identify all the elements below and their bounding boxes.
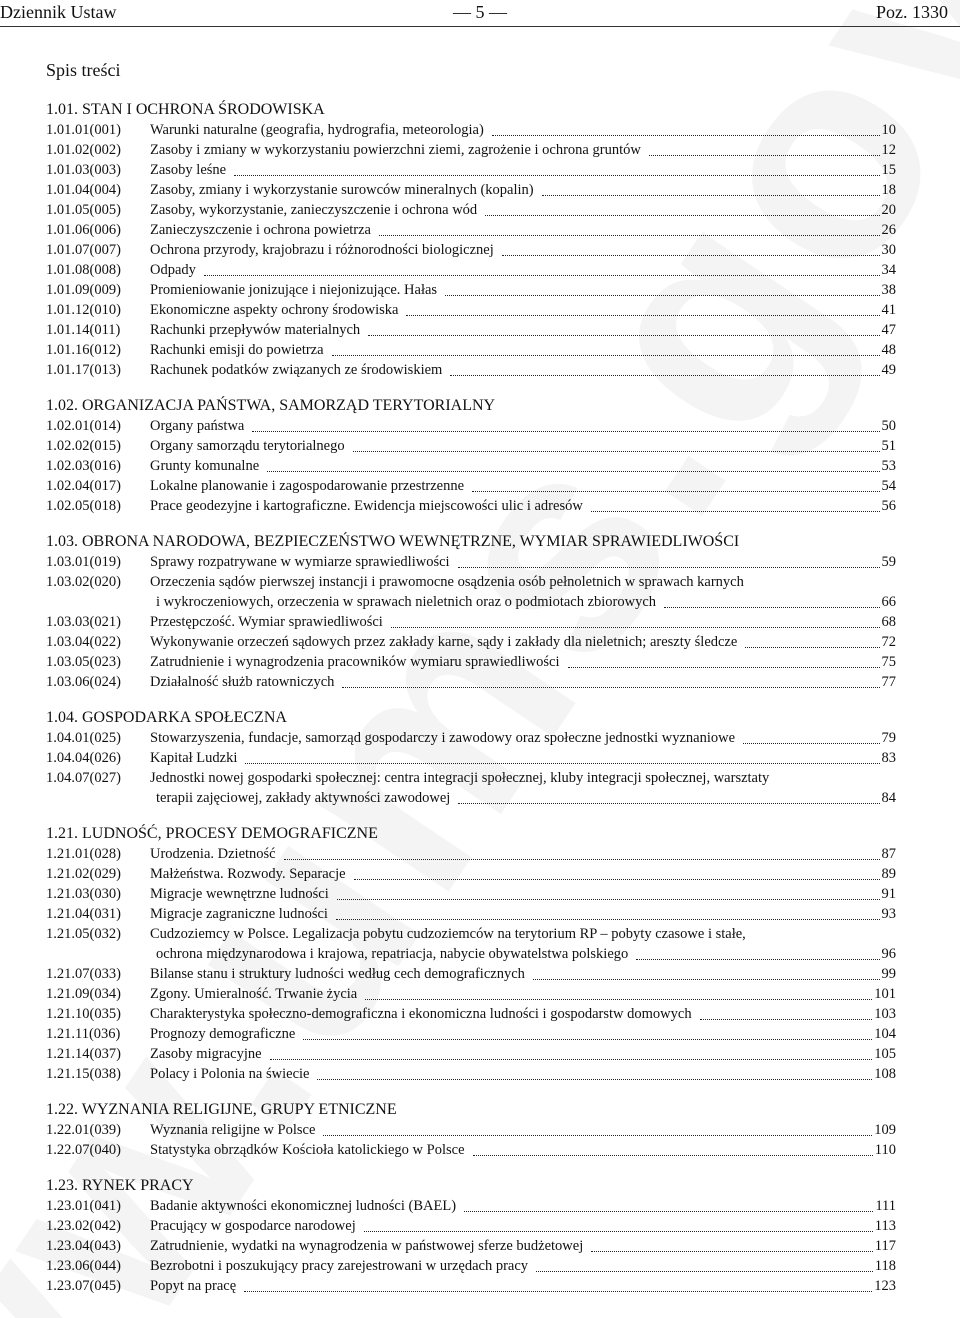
entry-page: 20 <box>881 202 896 218</box>
dot-leader <box>234 160 879 176</box>
entry-code: 1.04.01(025) <box>46 730 121 746</box>
entry-title: Cudzoziemcy w Polsce. Legalizacja pobytu cudzoziemców na terytorium RP – pobyty czasowe i stałe, <box>150 926 746 942</box>
dot-leader <box>502 240 880 256</box>
toc-entry[interactable] <box>46 572 896 612</box>
dot-leader <box>252 416 879 432</box>
entry-code: 1.02.04(017) <box>46 478 121 494</box>
entry-title: Polacy i Polonia na świecie <box>150 1066 310 1082</box>
entry-page: 53 <box>881 458 896 474</box>
entry-code: 1.22.01(039) <box>46 1122 121 1138</box>
dot-leader <box>591 496 880 512</box>
entry-page: 91 <box>881 886 896 902</box>
entry-page: 111 <box>875 1198 896 1214</box>
entry-title: Odpady <box>150 262 196 278</box>
toc-entry[interactable] <box>46 220 896 240</box>
entry-page: 113 <box>874 1218 896 1234</box>
entry-code: 1.01.12(010) <box>46 302 121 318</box>
toc-section <box>46 396 896 516</box>
toc-entry[interactable] <box>46 552 896 572</box>
toc-entry[interactable] <box>46 612 896 632</box>
entry-title: Rachunki emisji do powietrza <box>150 342 324 358</box>
entry-page: 101 <box>874 986 896 1002</box>
entry-code: 1.23.04(043) <box>46 1238 121 1254</box>
entry-page: 117 <box>874 1238 896 1254</box>
entry-code: 1.01.16(012) <box>46 342 121 358</box>
toc-entry[interactable] <box>46 652 896 672</box>
entry-page: 123 <box>874 1278 896 1294</box>
toc-section <box>46 1100 896 1160</box>
dot-leader <box>568 652 880 668</box>
dot-leader <box>542 180 880 196</box>
dot-leader <box>472 476 879 492</box>
entry-page: 93 <box>881 906 896 922</box>
entry-title: Zasoby migracyjne <box>150 1046 262 1062</box>
entry-page: 118 <box>874 1258 896 1274</box>
journal-name: Dziennik Ustaw <box>0 2 117 22</box>
entry-code: 1.03.04(022) <box>46 634 121 650</box>
section-title: 1.22. WYZNANIA RELIGIJNE, GRUPY ETNICZNE <box>46 1101 397 1118</box>
entry-code: 1.22.07(040) <box>46 1142 121 1158</box>
entry-title: Zasoby, zmiany i wykorzystanie surowców mineralnych (kopalin) <box>150 182 534 198</box>
entry-title: Działalność służb ratowniczych <box>150 674 335 690</box>
dot-leader <box>391 612 880 628</box>
toc-entry[interactable] <box>46 1044 896 1064</box>
dot-leader <box>745 632 879 648</box>
dot-leader <box>336 904 880 920</box>
dot-leader <box>591 1236 873 1252</box>
toc-entry[interactable] <box>46 260 896 280</box>
entry-title: Migracje wewnętrzne ludności <box>150 886 329 902</box>
entry-page: 72 <box>881 634 896 650</box>
entry-page: 59 <box>881 554 896 570</box>
entry-page: 38 <box>881 282 896 298</box>
entry-code: 1.23.02(042) <box>46 1218 121 1234</box>
entry-code: 1.02.02(015) <box>46 438 121 454</box>
dot-leader <box>364 1216 873 1232</box>
dot-leader <box>379 220 880 236</box>
dot-leader <box>270 1044 873 1060</box>
entry-title: Zanieczyszczenie i ochrona powietrza <box>150 222 371 238</box>
entry-title: Zasoby leśne <box>150 162 227 178</box>
entry-code: 1.01.05(005) <box>46 202 121 218</box>
entry-title: Popyt na pracę <box>150 1278 237 1294</box>
toc-entry[interactable] <box>46 728 896 748</box>
entry-page: 68 <box>881 614 896 630</box>
entry-title: Orzeczenia sądów pierwszej instancji i prawomocne osądzenia osób pełnoletnich w sprawach karnych <box>150 574 744 590</box>
dot-leader <box>406 300 879 316</box>
dot-leader <box>458 788 879 804</box>
entry-code: 1.03.01(019) <box>46 554 121 570</box>
entry-title: Organy państwa <box>150 418 245 434</box>
entry-title: Statystyka obrządków Kościoła katolickiego w Polsce <box>150 1142 465 1158</box>
entry-code: 1.23.07(045) <box>46 1278 121 1294</box>
entry-page: 103 <box>874 1006 896 1022</box>
entry-code: 1.01.07(007) <box>46 242 121 258</box>
toc-entry[interactable] <box>46 496 896 516</box>
toc-section <box>46 708 896 808</box>
toc-entry[interactable] <box>46 1120 896 1140</box>
entry-code: 1.04.07(027) <box>46 770 121 786</box>
entry-page: 109 <box>874 1122 896 1138</box>
entry-page: 41 <box>881 302 896 318</box>
entry-title: Kapitał Ludzki <box>150 750 238 766</box>
toc-sections <box>46 100 896 1296</box>
entry-page: 26 <box>881 222 896 238</box>
dot-leader <box>368 320 879 336</box>
entry-page: 83 <box>881 750 896 766</box>
toc-entry[interactable] <box>46 1276 896 1296</box>
dot-leader <box>664 592 879 608</box>
section-title: 1.01. STAN I OCHRONA ŚRODOWISKA <box>46 101 325 118</box>
entry-title: Zatrudnienie, wydatki na wynagrodzenia w państwowej sferze budżetowej <box>150 1238 584 1254</box>
entry-code: 1.03.03(021) <box>46 614 121 630</box>
toc-entry[interactable] <box>46 200 896 220</box>
entry-code: 1.21.07(033) <box>46 966 121 982</box>
dot-leader <box>533 964 880 980</box>
toc-entry[interactable] <box>46 884 896 904</box>
entry-title: Migracje zagraniczne ludności <box>150 906 328 922</box>
entry-title: Sprawy rozpatrywane w wymiarze sprawiedliwości <box>150 554 450 570</box>
entry-title: Urodzenia. Dzietność <box>150 846 276 862</box>
entry-title: Pracujący w gospodarce narodowej <box>150 1218 356 1234</box>
entry-title-continuation: ochrona międzynarodowa i krajowa, repatriacja, nabycie obywatelstwa polskiego <box>156 946 629 962</box>
toc-entry[interactable] <box>46 320 896 340</box>
toc-entry[interactable] <box>46 120 896 140</box>
entry-page: 12 <box>881 142 896 158</box>
dot-leader <box>354 864 880 880</box>
toc-entry[interactable] <box>46 864 896 884</box>
entry-code: 1.01.03(003) <box>46 162 121 178</box>
dot-leader <box>649 140 880 156</box>
entry-title: Ochrona przyrody, krajobrazu i różnorodności biologicznej <box>150 242 494 258</box>
entry-code: 1.04.04(026) <box>46 750 121 766</box>
entry-page: 96 <box>881 946 896 962</box>
entry-title: Prace geodezyjne i kartograficzne. Ewidencja miejscowości ulic i adresów <box>150 498 583 514</box>
page-header <box>0 0 960 27</box>
dot-leader <box>365 984 872 1000</box>
entry-code: 1.21.05(032) <box>46 926 121 942</box>
entry-page: 108 <box>874 1066 896 1082</box>
dot-leader <box>245 748 879 764</box>
entry-page: 50 <box>881 418 896 434</box>
toc-entry[interactable] <box>46 984 896 1004</box>
entry-code: 1.23.06(044) <box>46 1258 121 1274</box>
entry-code: 1.02.03(016) <box>46 458 121 474</box>
entry-page: 34 <box>881 262 896 278</box>
entry-code: 1.21.15(038) <box>46 1066 121 1082</box>
toc-section <box>46 824 896 1084</box>
position-number: Poz. 1330 <box>876 2 948 22</box>
entry-code: 1.01.04(004) <box>46 182 121 198</box>
entry-page: 56 <box>881 498 896 514</box>
section-title: 1.23. RYNEK PRACY <box>46 1177 194 1194</box>
entry-title: Małżeństwa. Rozwody. Separacje <box>150 866 346 882</box>
entry-title: Prognozy demograficzne <box>150 1026 296 1042</box>
entry-code: 1.21.10(035) <box>46 1006 121 1022</box>
dot-leader <box>458 552 880 568</box>
entry-code: 1.03.05(023) <box>46 654 121 670</box>
dot-leader <box>337 884 880 900</box>
entry-page: 51 <box>881 438 896 454</box>
entry-code: 1.03.06(024) <box>46 674 121 690</box>
dot-leader <box>700 1004 873 1020</box>
section-title: 1.03. OBRONA NARODOWA, BEZPIECZEŃSTWO WEWNĘTRZNE, WYMIAR SPRAWIEDLIWOŚCI <box>46 533 740 550</box>
dot-leader <box>303 1024 872 1040</box>
doc-title: Spis treści <box>46 60 121 80</box>
entry-code: 1.21.02(029) <box>46 866 121 882</box>
toc-entry[interactable] <box>46 1024 896 1044</box>
dot-leader <box>267 456 879 472</box>
entry-page: 84 <box>881 790 896 806</box>
dot-leader <box>353 436 880 452</box>
page-number: — 5 — <box>453 2 507 22</box>
entry-title: Charakterystyka społeczno-demograficzna i ekonomiczna ludności i gospodarstw domowych <box>150 1006 692 1022</box>
toc-entry[interactable] <box>46 240 896 260</box>
toc-entry[interactable] <box>46 280 896 300</box>
toc-entry[interactable] <box>46 140 896 160</box>
entry-code: 1.21.14(037) <box>46 1046 121 1062</box>
entry-code: 1.23.01(041) <box>46 1198 121 1214</box>
entry-code: 1.21.09(034) <box>46 986 121 1002</box>
toc-entry[interactable] <box>46 436 896 456</box>
dot-leader <box>332 340 880 356</box>
toc-entry[interactable] <box>46 672 896 692</box>
toc-entry[interactable] <box>46 1236 896 1256</box>
dot-leader <box>536 1256 873 1272</box>
dot-leader <box>342 672 879 688</box>
section-title: 1.02. ORGANIZACJA PAŃSTWA, SAMORZĄD TERYTORIALNY <box>46 397 496 414</box>
toc-entry[interactable] <box>46 1004 896 1024</box>
entry-title-continuation: terapii zajęciowej, zakłady aktywności zawodowej <box>156 790 451 806</box>
entry-code: 1.01.17(013) <box>46 362 121 378</box>
entry-page: 104 <box>874 1026 896 1042</box>
dot-leader <box>473 1140 873 1156</box>
entry-page: 105 <box>874 1046 896 1062</box>
toc-entry[interactable] <box>46 924 896 964</box>
dot-leader <box>323 1120 872 1136</box>
entry-title: Grunty komunalne <box>150 458 260 474</box>
entry-title: Promieniowanie jonizujące i niejonizujące. Hałas <box>150 282 438 298</box>
toc-entry[interactable] <box>46 360 896 380</box>
section-title: 1.21. LUDNOŚĆ, PROCESY DEMOGRAFICZNE <box>46 825 378 842</box>
entry-code: 1.21.11(036) <box>46 1026 121 1042</box>
entry-title: Wykonywanie orzeczeń sądowych przez zakłady karne, sądy i zakłady dla nieletnich; areszty śledcze <box>150 634 738 650</box>
entry-code: 1.21.01(028) <box>46 846 121 862</box>
dot-leader <box>743 728 879 744</box>
dot-leader <box>450 360 879 376</box>
toc-section <box>46 532 896 692</box>
entry-page: 15 <box>881 162 896 178</box>
entry-code: 1.02.01(014) <box>46 418 121 434</box>
entry-page: 66 <box>881 594 896 610</box>
toc-entry[interactable] <box>46 632 896 652</box>
entry-page: 49 <box>881 362 896 378</box>
toc-section <box>46 1176 896 1296</box>
entry-page: 89 <box>881 866 896 882</box>
dot-leader <box>445 280 879 296</box>
dot-leader <box>492 120 880 136</box>
toc-entry[interactable] <box>46 180 896 200</box>
entry-code: 1.01.09(009) <box>46 282 121 298</box>
entry-code: 1.01.02(002) <box>46 142 121 158</box>
dot-leader <box>485 200 879 216</box>
toc-entry[interactable] <box>46 160 896 180</box>
entry-title: Organy samorządu terytorialnego <box>150 438 345 454</box>
toc-entry[interactable] <box>46 340 896 360</box>
dot-leader <box>317 1064 872 1080</box>
toc-section <box>46 100 896 380</box>
toc-entry[interactable] <box>46 1216 896 1236</box>
dot-leader <box>464 1196 873 1212</box>
toc-entry[interactable] <box>46 904 896 924</box>
toc-entry[interactable] <box>46 456 896 476</box>
entry-code: 1.21.04(031) <box>46 906 121 922</box>
dot-leader <box>204 260 880 276</box>
toc-entry[interactable] <box>46 1256 896 1276</box>
toc-entry[interactable] <box>46 1140 896 1160</box>
entry-code: 1.01.01(001) <box>46 122 121 138</box>
entry-page: 110 <box>874 1142 896 1158</box>
entry-title: Warunki naturalne (geografia, hydrografia, meteorologia) <box>150 122 484 138</box>
entry-title: Rachunek podatków związanych ze środowiskiem <box>150 362 443 378</box>
toc-entry[interactable] <box>46 300 896 320</box>
entry-code: 1.02.05(018) <box>46 498 121 514</box>
table-of-contents <box>46 60 896 1312</box>
entry-page: 87 <box>881 846 896 862</box>
entry-title: Wyznania religijne w Polsce <box>150 1122 316 1138</box>
entry-code: 1.03.02(020) <box>46 574 121 590</box>
toc-entry[interactable] <box>46 416 896 436</box>
entry-code: 1.01.14(011) <box>46 322 121 338</box>
dot-leader <box>244 1276 872 1292</box>
entry-title: Rachunki przepływów materialnych <box>150 322 361 338</box>
entry-page: 30 <box>881 242 896 258</box>
toc-entry[interactable] <box>46 748 896 768</box>
entry-page: 99 <box>881 966 896 982</box>
entry-page: 48 <box>881 342 896 358</box>
dot-leader <box>284 844 880 860</box>
entry-page: 79 <box>881 730 896 746</box>
entry-title-continuation: i wykroczeniowych, orzeczenia w sprawach nieletnich oraz o podmiotach zbiorowych <box>156 594 657 610</box>
entry-title: Zasoby i zmiany w wykorzystaniu powierzchni ziemi, zagrożenie i ochrona gruntów <box>150 142 641 158</box>
dot-leader <box>636 944 879 960</box>
entry-page: 77 <box>881 674 896 690</box>
entry-page: 10 <box>881 122 896 138</box>
toc-entry[interactable] <box>46 964 896 984</box>
entry-title: Zgony. Umieralność. Trwanie życia <box>150 986 358 1002</box>
entry-title: Przestępczość. Wymiar sprawiedliwości <box>150 614 383 630</box>
entry-code: 1.01.06(006) <box>46 222 121 238</box>
toc-entry[interactable] <box>46 768 896 808</box>
entry-title: Bezrobotni i poszukujący pracy zarejestrowani w urzędach pracy <box>150 1258 529 1274</box>
toc-entry[interactable] <box>46 1064 896 1084</box>
toc-entry[interactable] <box>46 844 896 864</box>
entry-title: Zasoby, wykorzystanie, zanieczyszczenie i ochrona wód <box>150 202 478 218</box>
entry-code: 1.01.08(008) <box>46 262 121 278</box>
entry-page: 47 <box>881 322 896 338</box>
entry-title: Stowarzyszenia, fundacje, samorząd gospodarczy i zawodowy oraz społeczne jednostki wyznaniowe <box>150 730 736 746</box>
toc-entry[interactable] <box>46 1196 896 1216</box>
entry-page: 18 <box>881 182 896 198</box>
entry-title: Jednostki nowej gospodarki społecznej: centra integracji społecznej, kluby integracji społecznej, warsztaty <box>150 770 770 786</box>
toc-entry[interactable] <box>46 476 896 496</box>
entry-title: Zatrudnienie i wynagrodzenia pracowników wymiaru sprawiedliwości <box>150 654 560 670</box>
entry-page: 75 <box>881 654 896 670</box>
section-title: 1.04. GOSPODARKA SPOŁECZNA <box>46 709 287 726</box>
entry-title: Lokalne planowanie i zagospodarowanie przestrzenne <box>150 478 465 494</box>
entry-title: Bilanse stanu i struktury ludności według cech demograficznych <box>150 966 525 982</box>
entry-page: 54 <box>881 478 896 494</box>
entry-code: 1.21.03(030) <box>46 886 121 902</box>
entry-title: Badanie aktywności ekonomicznej ludności (BAEL) <box>150 1198 457 1214</box>
entry-title: Ekonomiczne aspekty ochrony środowiska <box>150 302 399 318</box>
